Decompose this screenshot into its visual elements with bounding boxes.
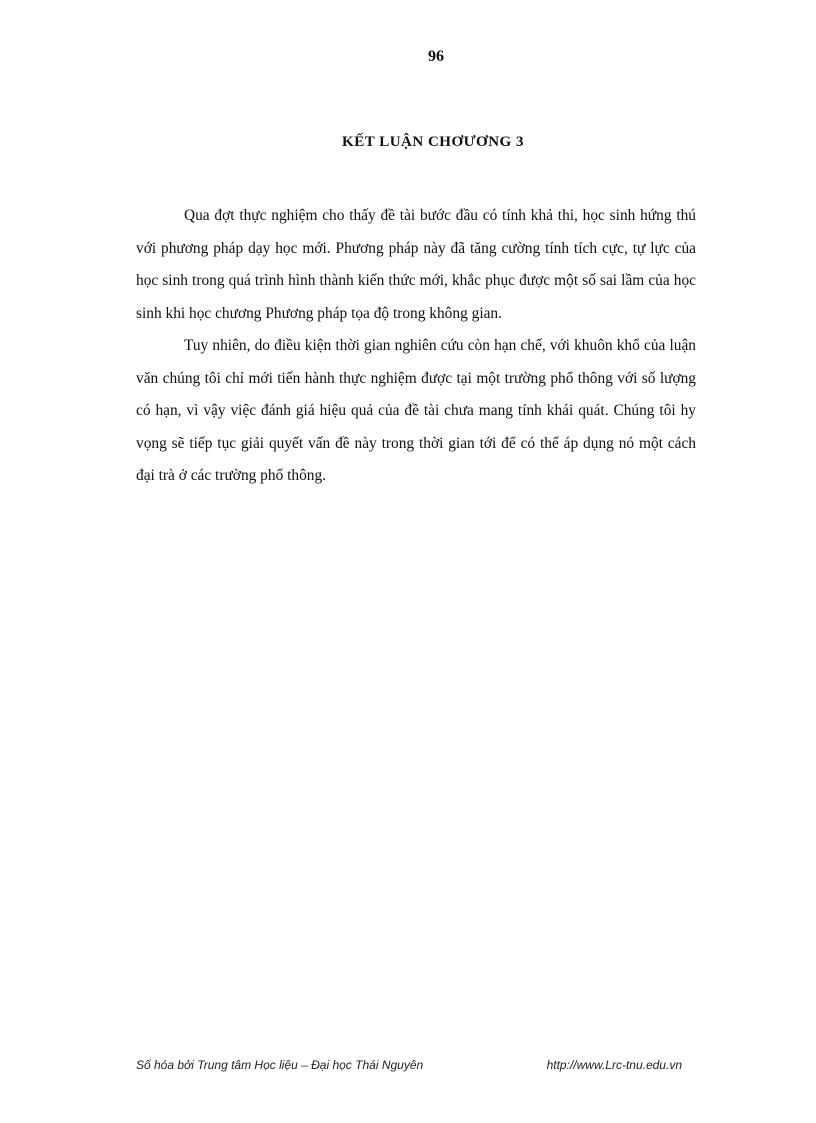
- chapter-title: KẾT LUẬN CHƠƯƠNG 3: [342, 134, 524, 150]
- paragraph-2: Tuy nhiên, do điều kiện thời gian nghiên cứu còn hạn chế, với khuôn khổ của luận văn chúng tôi chỉ mới tiến hành thực nghiệm được tại một trường phổ thông với số lượng có hạn, vì vậy việc đánh giá hiệu quả của đề tài chưa mang tính khái quát. Chúng tôi hy vọng sẽ tiếp tục giải quyết vấn đề này trong thời gian tới để có thể áp dụng nó một cách đại trà ở các trường phổ thông.: [136, 337, 696, 484]
- body-text: [136, 200, 696, 493]
- footer-url-link[interactable]: http://www.Lrc-tnu.edu.vn: [546, 1058, 682, 1072]
- paragraph-1: Qua đợt thực nghiệm cho thấy đề tài bước đầu có tính khả thi, học sinh hứng thú với phương pháp dạy học mới. Phương pháp này đã tăng cường tính tích cực, tự lực của học sinh trong quá trình hình thành kiến thức mới, khắc phục được một số sai lầm của học sinh khi học chương Phương pháp tọa độ trong không gian.: [136, 207, 696, 322]
- page-number: 96: [428, 48, 444, 65]
- footer-source: Số hóa bởi Trung tâm Học liệu – Đại học Thái Nguyên: [136, 1058, 424, 1072]
